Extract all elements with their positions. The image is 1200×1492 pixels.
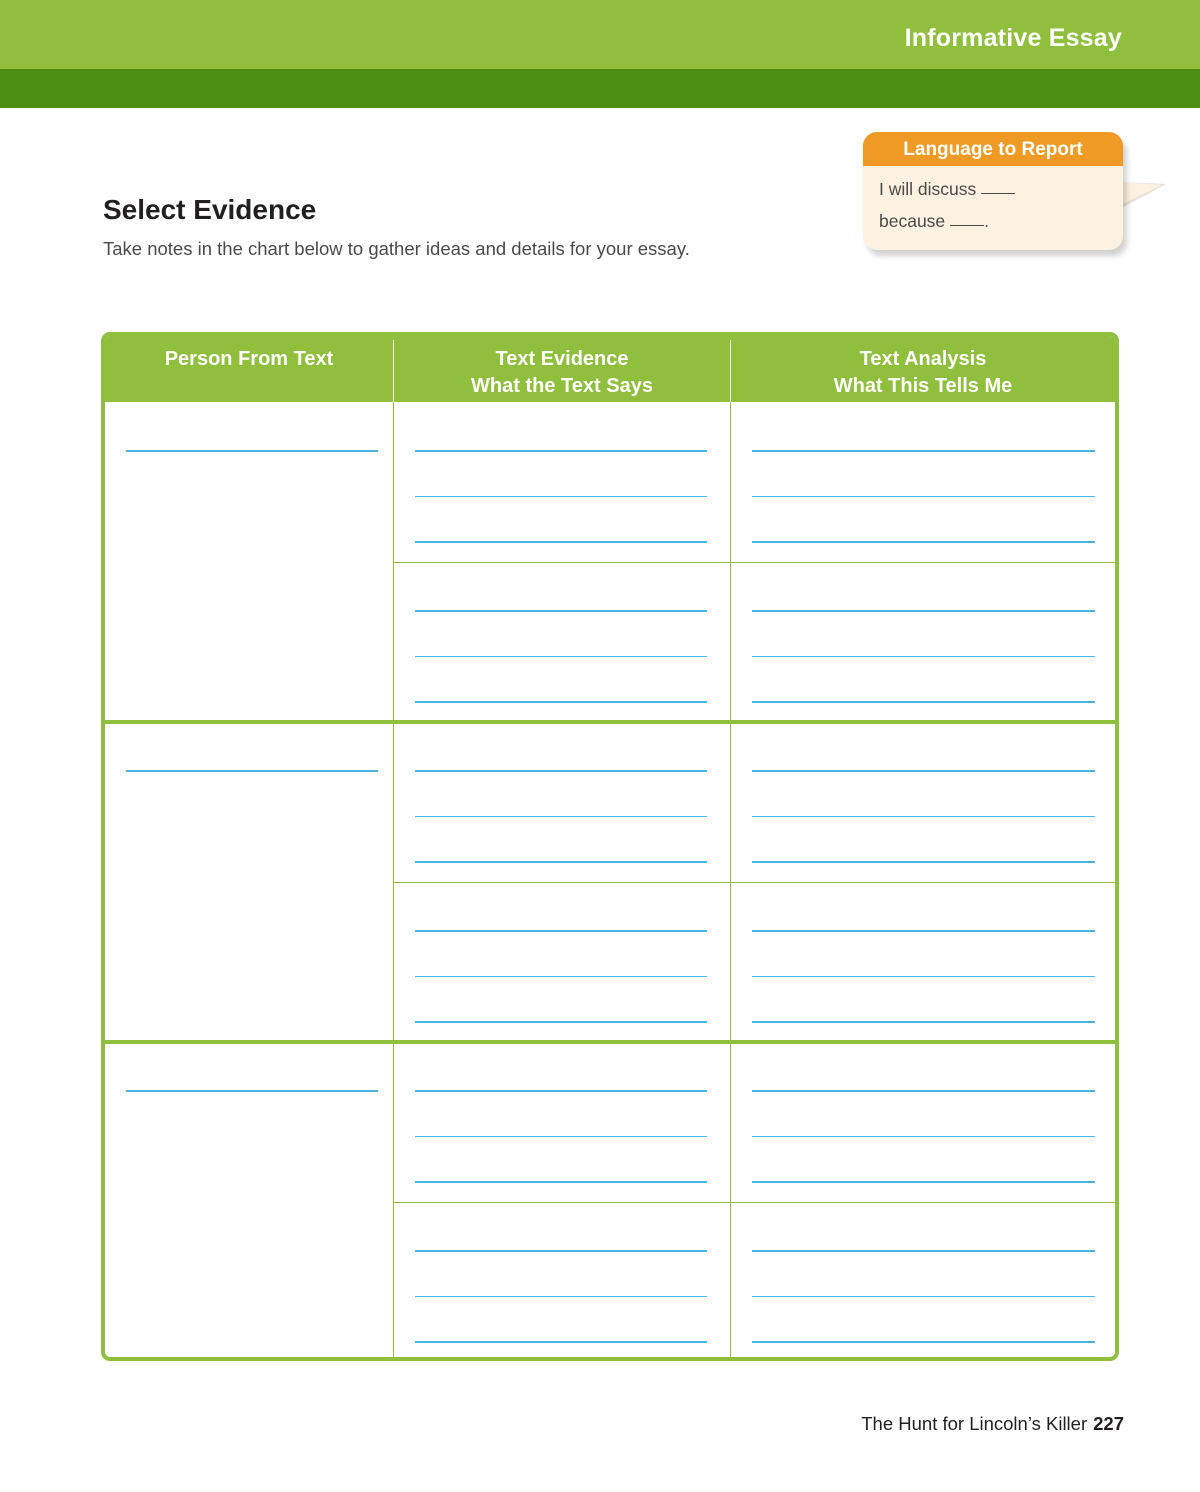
column-header-evidence-line2: What the Text Says (471, 375, 653, 397)
analysis-writing-line[interactable] (752, 610, 1095, 612)
column-header-person-line1: Person From Text (164, 348, 334, 370)
column-header-analysis-line1: Text Analysis (859, 348, 987, 370)
column-header-analysis-line2: What This Tells Me (833, 375, 1013, 397)
evidence-writing-line[interactable] (415, 541, 707, 543)
chart-header-row (105, 336, 1115, 402)
header-title: Informative Essay (904, 24, 1122, 52)
evidence-writing-line[interactable] (415, 701, 707, 703)
blank-line (950, 225, 984, 226)
row-group-divider (105, 1040, 1115, 1044)
footer-book-title: The Hunt for Lincoln’s Killer (861, 1413, 1088, 1434)
callout-tail (1118, 182, 1168, 212)
analysis-writing-line[interactable] (752, 701, 1095, 703)
callout-sentence-frame-1 (879, 179, 1015, 200)
blank-line (981, 193, 1015, 194)
evidence-writing-line[interactable] (415, 770, 707, 772)
header-band-dark (0, 69, 1200, 108)
callout-title: Language to Report (863, 132, 1123, 166)
callout-sentence-frame-2 (879, 211, 989, 232)
page-footer (861, 1413, 1124, 1435)
analysis-writing-line[interactable] (752, 1181, 1095, 1183)
person-writing-line[interactable] (126, 770, 378, 772)
analysis-writing-line[interactable] (752, 1296, 1095, 1298)
column-header-text-analysis (731, 336, 1115, 402)
analysis-writing-line[interactable] (752, 861, 1095, 863)
header-band (0, 0, 1200, 69)
analysis-writing-line[interactable] (752, 656, 1095, 658)
sub-row-divider (393, 882, 1115, 883)
evidence-writing-line[interactable] (415, 496, 707, 498)
column-header-person (105, 336, 393, 402)
analysis-writing-line[interactable] (752, 541, 1095, 543)
evidence-writing-line[interactable] (415, 816, 707, 818)
analysis-writing-line[interactable] (752, 450, 1095, 452)
analysis-writing-line[interactable] (752, 496, 1095, 498)
evidence-writing-line[interactable] (415, 976, 707, 978)
evidence-writing-line[interactable] (415, 1341, 707, 1343)
evidence-writing-line[interactable] (415, 930, 707, 932)
column-header-text-evidence (394, 336, 730, 402)
evidence-writing-line[interactable] (415, 1136, 707, 1138)
analysis-writing-line[interactable] (752, 1341, 1095, 1343)
evidence-writing-line[interactable] (415, 1090, 707, 1092)
evidence-writing-line[interactable] (415, 1021, 707, 1023)
column-header-evidence-line1: Text Evidence (495, 348, 629, 370)
evidence-writing-line[interactable] (415, 1296, 707, 1298)
evidence-writing-line[interactable] (415, 450, 707, 452)
callout-line2-text: because (879, 211, 946, 231)
analysis-writing-line[interactable] (752, 976, 1095, 978)
sub-row-divider (393, 562, 1115, 563)
evidence-writing-line[interactable] (415, 610, 707, 612)
callout-line1-text: I will discuss (879, 179, 977, 199)
section-title: Select Evidence (103, 194, 317, 225)
analysis-writing-line[interactable] (752, 1250, 1095, 1252)
person-writing-line[interactable] (126, 450, 378, 452)
section-instructions: Take notes in the chart below to gather ideas and details for your essay. (103, 238, 690, 259)
evidence-writing-line[interactable] (415, 861, 707, 863)
evidence-writing-line[interactable] (415, 656, 707, 658)
page-number: 227 (1093, 1413, 1124, 1434)
analysis-writing-line[interactable] (752, 1090, 1095, 1092)
analysis-writing-line[interactable] (752, 1136, 1095, 1138)
evidence-writing-line[interactable] (415, 1250, 707, 1252)
callout-line2-period: . (984, 211, 990, 231)
analysis-writing-line[interactable] (752, 770, 1095, 772)
sub-row-divider (393, 1202, 1115, 1203)
analysis-writing-line[interactable] (752, 1021, 1095, 1023)
analysis-writing-line[interactable] (752, 930, 1095, 932)
language-to-report-callout (863, 132, 1123, 250)
person-writing-line[interactable] (126, 1090, 378, 1092)
row-group-divider (105, 720, 1115, 724)
analysis-writing-line[interactable] (752, 816, 1095, 818)
evidence-writing-line[interactable] (415, 1181, 707, 1183)
evidence-chart (101, 332, 1119, 1361)
